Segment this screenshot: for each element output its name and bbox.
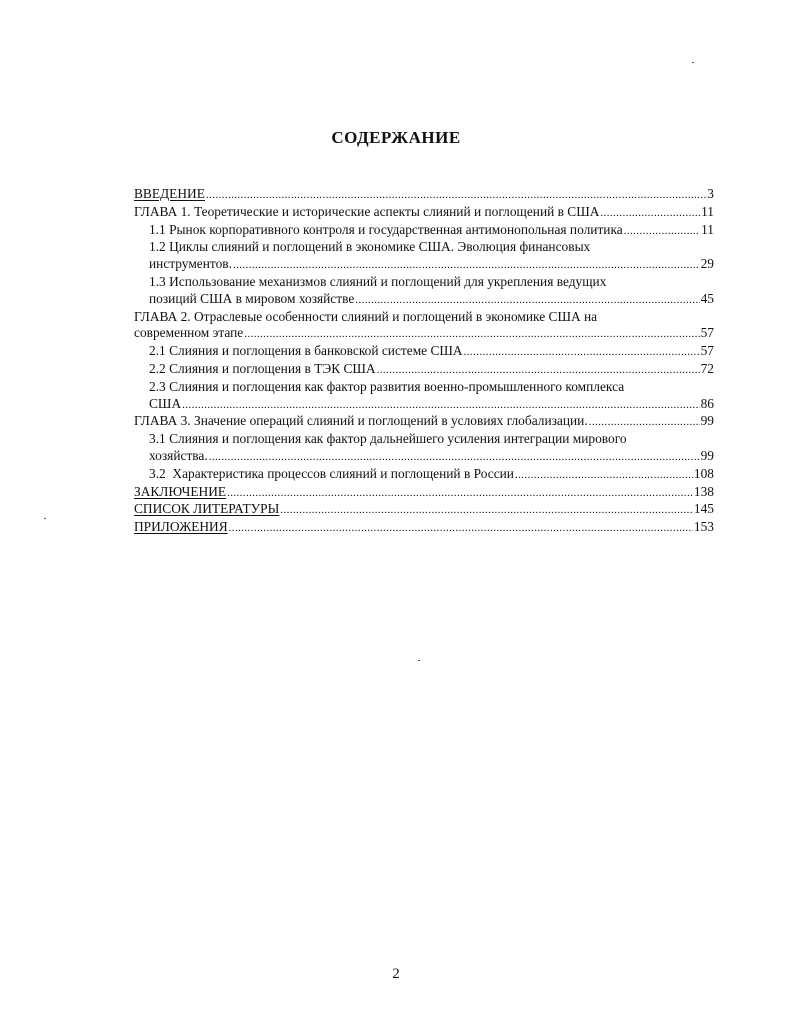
- toc-entry-chapter-2[interactable]: [134, 309, 714, 344]
- page-number: 2: [392, 966, 400, 982]
- toc-entry-page: 11: [701, 221, 714, 237]
- toc-entry-text-line-2: инструментов.: [149, 256, 232, 272]
- dot-leader: [464, 343, 700, 361]
- toc-entry-section-3-1[interactable]: [134, 431, 714, 466]
- dot-leader: [600, 204, 700, 222]
- toc-entry-text-line-2: США: [149, 395, 182, 411]
- toc-entry-page: 153: [693, 519, 714, 535]
- toc-entry-page: 99: [700, 447, 714, 463]
- toc-entry-page: 57: [700, 325, 714, 341]
- page-title: СОДЕРЖАНИЕ: [331, 128, 461, 147]
- toc-entry-text-line-1: ГЛАВА 2. Отраслевые особенности слияний и поглощений в экономике США на: [134, 308, 598, 324]
- scan-speck: [44, 517, 46, 519]
- toc-entry-introduction[interactable]: [134, 186, 714, 204]
- toc-entry-section-1-1[interactable]: [134, 222, 714, 240]
- toc-entry-chapter-3[interactable]: [134, 413, 714, 431]
- toc-entry-page: 3: [707, 186, 714, 201]
- toc-entry-page: 57: [700, 343, 714, 359]
- toc-entry-text: СПИСОК ЛИТЕРАТУРЫ: [134, 501, 280, 517]
- toc-entry-appendices[interactable]: [134, 519, 714, 537]
- toc-entry-text-line-2: позиций США в мировом хозяйстве: [149, 290, 355, 306]
- toc-entry-page: 45: [700, 290, 714, 306]
- toc-entry-text: ГЛАВА 1. Теоретические и исторические аспекты слияний и поглощений в США: [134, 203, 600, 219]
- toc-entry-section-1-3[interactable]: [134, 274, 714, 309]
- toc-entry-page: 138: [693, 483, 714, 499]
- toc-entry-chapter-1[interactable]: [134, 204, 714, 222]
- toc-entry-page: 145: [693, 501, 714, 517]
- toc-entry-page: 72: [700, 360, 714, 376]
- toc-entry-bibliography[interactable]: [134, 501, 714, 519]
- toc-entry-section-2-1[interactable]: [134, 343, 714, 361]
- toc-entry-conclusion[interactable]: [134, 484, 714, 502]
- dot-leader: [227, 484, 693, 502]
- toc-entry-section-2-3[interactable]: [134, 379, 714, 414]
- dot-leader: [209, 448, 700, 466]
- toc-entry-text: 3.2 Характеристика процессов слияний и поглощений в России: [149, 465, 514, 481]
- toc-entry-page: 108: [693, 465, 714, 481]
- scan-speck: [692, 62, 694, 63]
- dot-leader: [589, 413, 700, 431]
- toc-entry-text-line-1: 2.3 Слияния и поглощения как фактор развития военно-промышленного комплекса: [149, 378, 625, 394]
- toc-entry-section-3-2[interactable]: [134, 466, 714, 484]
- dot-leader: [624, 222, 700, 240]
- toc-entry-text-line-1: 3.1 Слияния и поглощения как фактор дальнейшего усиления интеграции мирового: [149, 431, 627, 447]
- toc-entry-text-line-1: 1.2 Циклы слияний и поглощений в экономике США. Эволюция финансовых: [149, 239, 591, 255]
- toc-entry-text: 2.2 Слияния и поглощения в ТЭК США: [149, 360, 376, 376]
- toc-entry-section-2-2[interactable]: [134, 361, 714, 379]
- toc-entry-text: ГЛАВА 3. Значение операций слияний и поглощений в условиях глобализации.: [134, 413, 588, 429]
- toc-entry-text: ЗАКЛЮЧЕНИЕ: [134, 483, 227, 499]
- table-of-contents: [134, 186, 714, 537]
- toc-entry-text-line-2: хозяйства.: [149, 447, 208, 463]
- toc-entry-text-line-1: 1.3 Использование механизмов слияний и поглощений для укрепления ведущих: [149, 273, 607, 289]
- dot-leader: [233, 256, 700, 274]
- dot-leader: [229, 519, 693, 537]
- toc-entry-text: 1.1 Рынок корпоративного контроля и государственная антимонопольная политика: [149, 221, 623, 237]
- dot-leader: [182, 396, 699, 414]
- toc-entry-text: ПРИЛОЖЕНИЯ: [134, 519, 228, 535]
- dot-leader: [515, 466, 693, 484]
- dot-leader: [244, 325, 699, 343]
- dot-leader: [355, 291, 699, 309]
- scan-speck: [418, 660, 420, 661]
- toc-entry-text: ВВЕДЕНИЕ: [134, 186, 205, 201]
- toc-entry-section-1-2[interactable]: [134, 239, 714, 274]
- toc-entry-page: 29: [700, 256, 714, 272]
- toc-entry-page: 99: [700, 413, 714, 429]
- dot-leader: [377, 361, 700, 379]
- toc-entry-page: 11: [701, 203, 714, 219]
- toc-entry-text-line-2: современном этапе: [134, 325, 244, 341]
- dot-leader: [206, 186, 706, 204]
- dot-leader: [280, 501, 693, 519]
- toc-entry-page: 86: [700, 395, 714, 411]
- toc-entry-text: 2.1 Слияния и поглощения в банковской системе США: [149, 343, 463, 359]
